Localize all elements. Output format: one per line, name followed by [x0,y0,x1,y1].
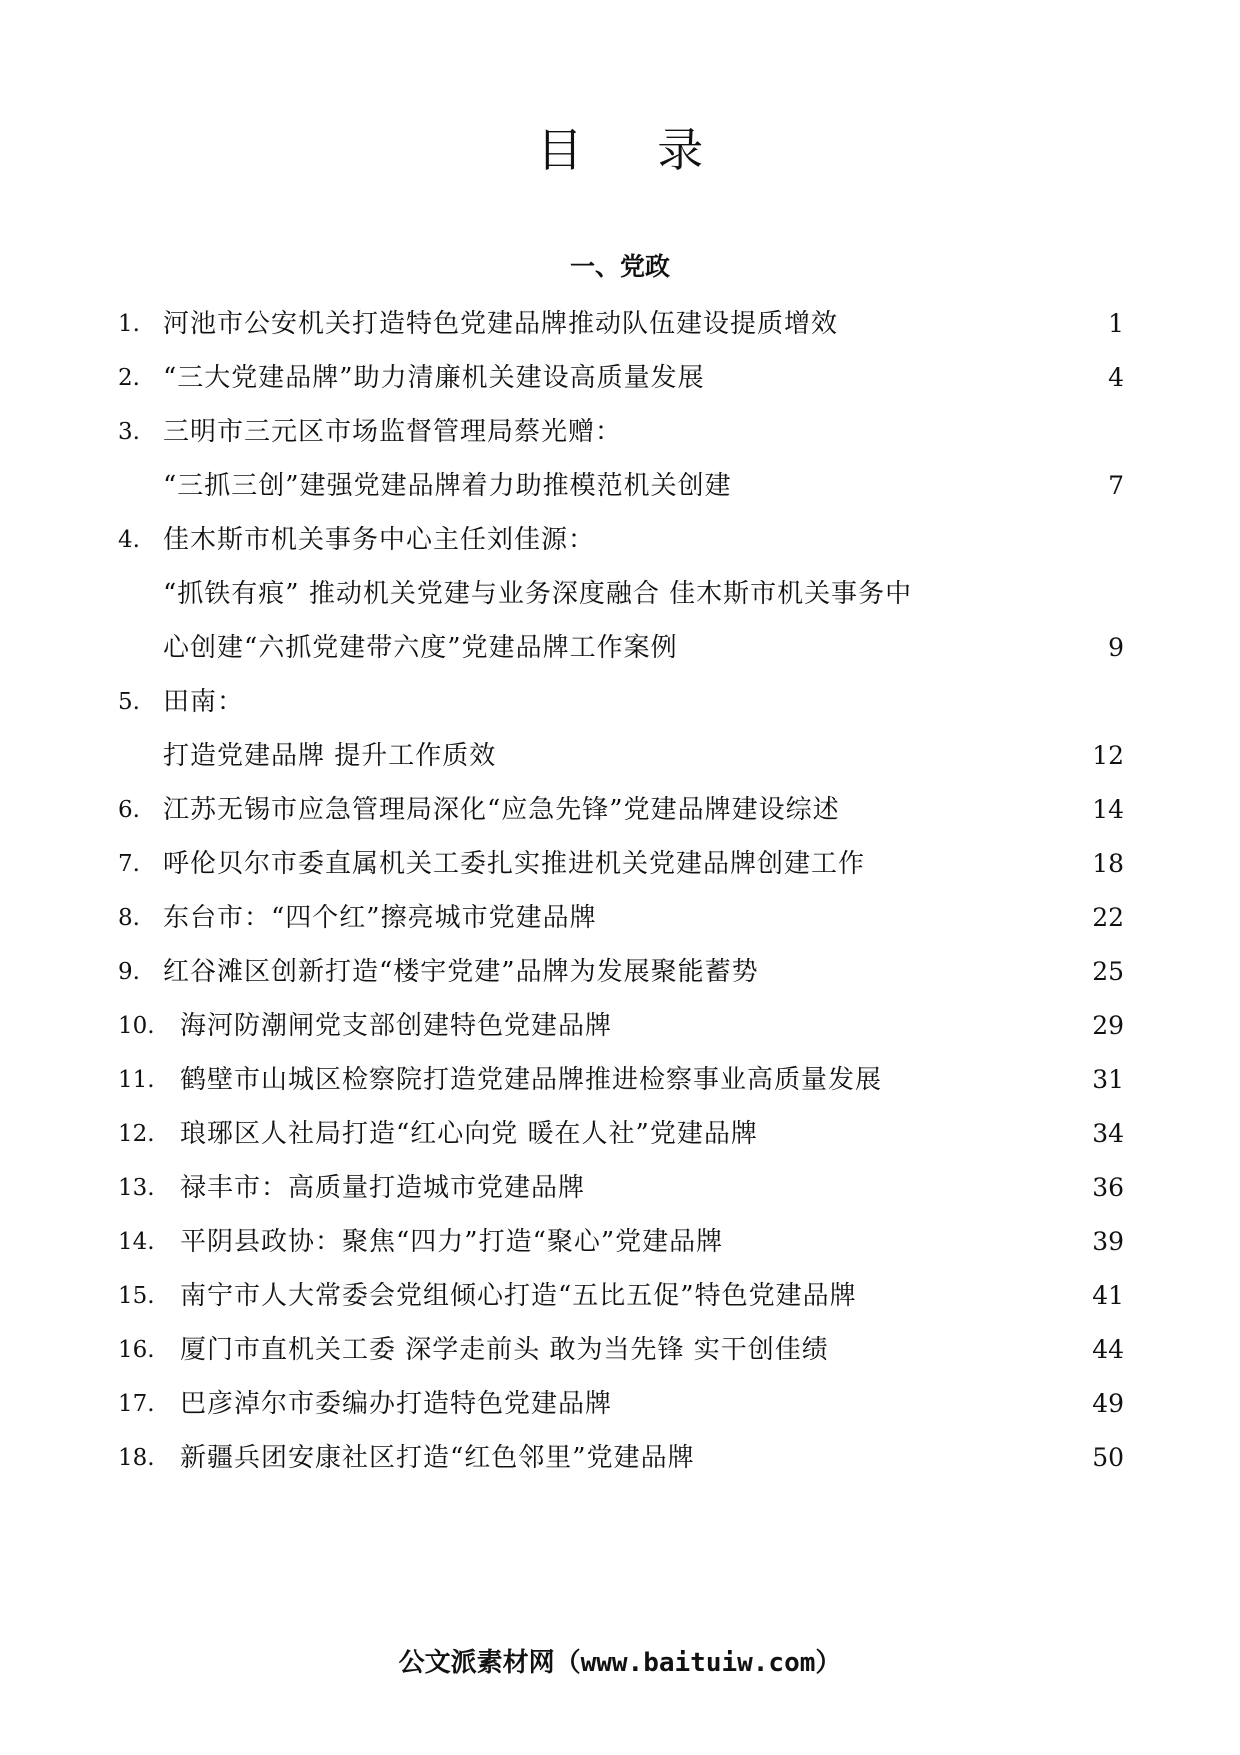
toc-entry[interactable] [118,783,1128,837]
page-title: 目 录 [536,123,734,177]
toc-entry-line [118,405,1128,459]
toc-entry-title: 佳木斯市机关事务中心主任刘佳源： [163,525,596,555]
toc-entry-number: 8. [118,905,140,931]
toc-entry[interactable] [118,1161,1128,1215]
toc-entry-title: “三大党建品牌”助力清廉机关建设高质量发展 [163,363,705,393]
toc-entry-line [118,1323,1128,1377]
toc-entry[interactable] [118,405,1128,513]
toc-entry-number: 14. [118,1229,155,1255]
table-of-contents [118,297,1128,1485]
toc-entry[interactable] [118,945,1128,999]
toc-entry-page-number: 31 [1092,1065,1124,1094]
toc-entry[interactable] [118,1053,1128,1107]
toc-entry-page-number: 50 [1092,1443,1124,1472]
toc-entry-line [118,1215,1128,1269]
toc-entry[interactable] [118,1323,1128,1377]
toc-entry-page-number: 14 [1092,795,1124,824]
toc-entry-line [118,1107,1128,1161]
toc-entry-number: 12. [118,1121,155,1147]
toc-entry-page-number: 7 [1108,471,1124,500]
toc-entry-title: 心创建“六抓党建带六度”党建品牌工作案例 [163,633,678,663]
toc-entry[interactable] [118,1269,1128,1323]
toc-entry-title: 厦门市直机关工委 深学走前头 敢为当先锋 实干创佳绩 [180,1335,829,1365]
toc-entry-title: 新疆兵团安康社区打造“红色邻里”党建品牌 [180,1443,695,1473]
toc-entry-line [118,837,1128,891]
toc-entry-page-number: 12 [1092,741,1124,770]
toc-entry-number: 1. [118,311,140,337]
toc-entry-number: 13. [118,1175,155,1201]
toc-entry-number: 4. [118,527,140,553]
toc-entry-line [118,999,1128,1053]
toc-entry-title: 田南： [163,687,245,717]
toc-entry-page-number: 4 [1108,363,1124,392]
toc-entry[interactable] [118,351,1128,405]
toc-entry-line [118,729,1128,783]
toc-entry-title: 河池市公安机关打造特色党建品牌推动队伍建设提质增效 [163,309,839,339]
toc-entry-line [118,675,1128,729]
toc-entry-title: 巴彦淖尔市委编办打造特色党建品牌 [180,1389,613,1419]
toc-entry-title: 鹤壁市山城区检察院打造党建品牌推进检察事业高质量发展 [180,1065,883,1095]
toc-entry-page-number: 18 [1092,849,1124,878]
toc-entry-title: 红谷滩区创新打造“楼宇党建”品牌为发展聚能蓄势 [163,957,759,987]
toc-entry-line [118,621,1128,675]
toc-entry-title: 琅琊区人社局打造“红心向党 暖在人社”党建品牌 [180,1119,758,1149]
toc-entry-number: 3. [118,419,140,445]
toc-entry-number: 16. [118,1337,155,1363]
toc-entry-line [118,297,1128,351]
toc-entry[interactable] [118,837,1128,891]
toc-entry-number: 10. [118,1013,155,1039]
toc-entry-number: 17. [118,1391,155,1417]
toc-entry-number: 5. [118,689,140,715]
toc-entry-line [118,513,1128,567]
toc-entry-line [118,1377,1128,1431]
toc-entry-number: 11. [118,1067,155,1093]
toc-entry-title: “抓铁有痕” 推动机关党建与业务深度融合 佳木斯市机关事务中 [163,579,913,609]
toc-entry-title: 海河防潮闸党支部创建特色党建品牌 [180,1011,613,1041]
toc-entry-title: 南宁市人大常委会党组倾心打造“五比五促”特色党建品牌 [180,1281,857,1311]
toc-entry-title: 禄丰市：高质量打造城市党建品牌 [180,1173,586,1203]
toc-entry-title: 打造党建品牌 提升工作质效 [163,741,497,771]
toc-entry[interactable] [118,1107,1128,1161]
toc-entry-page-number: 22 [1092,903,1124,932]
toc-entry-line [118,891,1128,945]
toc-entry-page-number: 44 [1092,1335,1124,1364]
toc-entry-number: 6. [118,797,140,823]
toc-entry[interactable] [118,297,1128,351]
toc-entry-page-number: 25 [1092,957,1124,986]
toc-entry-page-number: 39 [1092,1227,1124,1256]
toc-entry-line [118,1053,1128,1107]
toc-entry-page-number: 41 [1092,1281,1124,1310]
toc-entry[interactable] [118,1215,1128,1269]
toc-entry-line [118,459,1128,513]
toc-entry[interactable] [118,1377,1128,1431]
toc-entry-page-number: 36 [1092,1173,1124,1202]
toc-entry[interactable] [118,891,1128,945]
toc-entry-page-number: 1 [1108,309,1124,338]
toc-entry-number: 18. [118,1445,155,1471]
toc-entry-number: 7. [118,851,140,877]
toc-entry[interactable] [118,999,1128,1053]
section-heading: 一、党政 [569,252,670,281]
toc-entry[interactable] [118,513,1128,675]
toc-entry-page-number: 9 [1108,633,1124,662]
toc-entry-title: 平阴县政协：聚焦“四力”打造“聚心”党建品牌 [180,1227,724,1257]
toc-entry-number: 2. [118,365,140,391]
toc-entry-title: 呼伦贝尔市委直属机关工委扎实推进机关党建品牌创建工作 [163,849,866,879]
toc-entry[interactable] [118,1431,1128,1485]
toc-entry-line [118,1431,1128,1485]
toc-entry-number: 9. [118,959,140,985]
footer-source: 公文派素材网（www.baituiw.com） [398,1648,842,1678]
toc-entry-line [118,351,1128,405]
toc-entry-title: 东台市：“四个红”擦亮城市党建品牌 [163,903,597,933]
toc-entry-page-number: 49 [1092,1389,1124,1418]
toc-entry-line [118,945,1128,999]
toc-entry-number: 15. [118,1283,155,1309]
toc-entry-page-number: 34 [1092,1119,1124,1148]
toc-entry-title: 三明市三元区市场监督管理局蔡光赠： [163,417,623,447]
toc-entry-page-number: 29 [1092,1011,1124,1040]
toc-entry-line [118,783,1128,837]
toc-entry[interactable] [118,675,1128,783]
toc-entry-line [118,1161,1128,1215]
toc-entry-title: 江苏无锡市应急管理局深化“应急先锋”党建品牌建设综述 [163,795,840,825]
toc-entry-line [118,1269,1128,1323]
toc-entry-title: “三抓三创”建强党建品牌着力助推模范机关创建 [163,471,732,501]
toc-entry-line [118,567,1128,621]
